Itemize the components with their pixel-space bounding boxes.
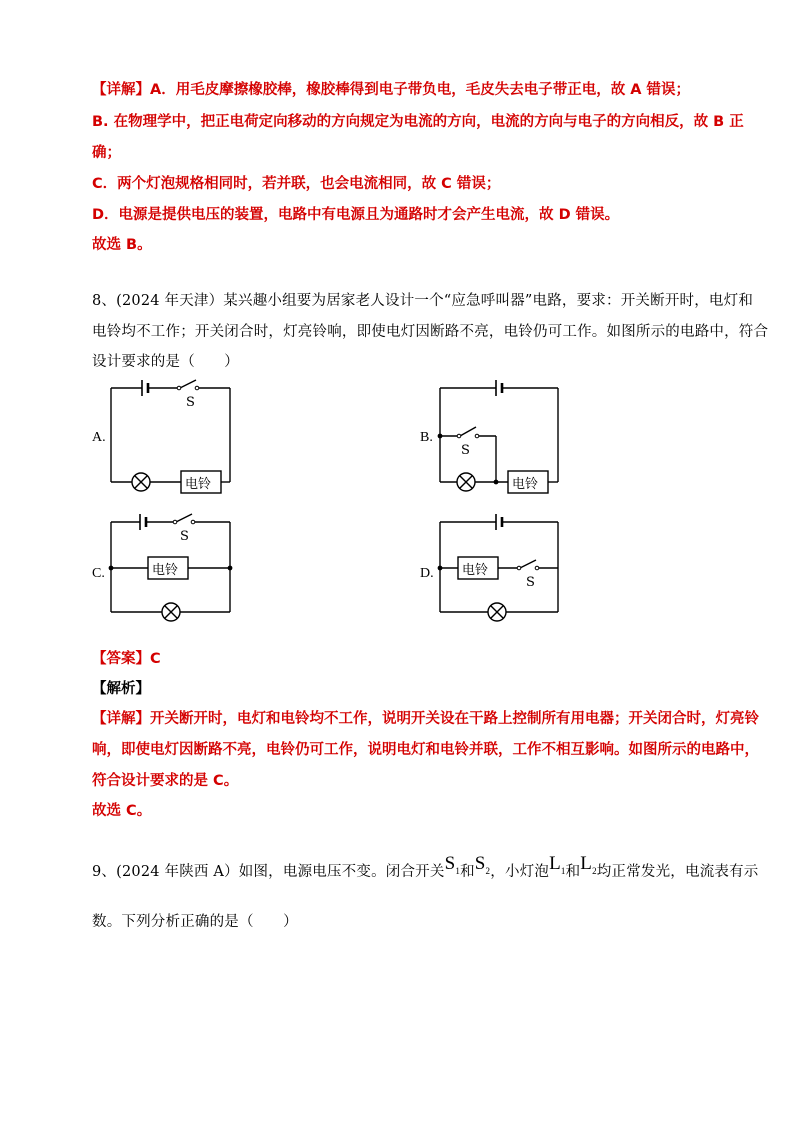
lamp-l1-symbol <box>549 853 566 874</box>
q8-line1: 8、(2024 年天津）某兴趣小组要为居家老人设计一个“应急呼叫器”电路，要求：开关断开时，电灯和 <box>92 293 754 309</box>
s1-letter: S <box>444 853 456 874</box>
option-d-label: D. <box>420 566 434 581</box>
q9-text-post: 均正常发光，电流表有示 <box>596 864 759 880</box>
lamp-l2-symbol <box>580 853 597 874</box>
bell-label: 电铃 <box>462 563 489 578</box>
answer7-text-a: A．用毛皮摩擦橡胶棒，橡胶棒得到电子带负电，毛皮失去电子带正电，故 A 错误； <box>150 82 691 98</box>
switch-label: S <box>461 443 470 458</box>
circuit-diagram-d <box>430 508 570 636</box>
q9-text-mid: ，小灯泡 <box>490 864 550 880</box>
bell-label: 电铃 <box>512 477 539 492</box>
switch-label: S <box>526 575 535 590</box>
answer8-conclusion: 故选 C。 <box>92 803 152 819</box>
answer8-detail-line1 <box>92 707 759 728</box>
q9-text-and: 和 <box>460 864 475 880</box>
option-a-label: A. <box>92 430 106 445</box>
answer8-detail-line3: 符合设计要求的是 C。 <box>92 773 239 789</box>
option-c-label: C. <box>92 566 105 581</box>
s1-subscript: 1 <box>455 865 461 876</box>
answer8-detail-line2: 响，即使电灯因断路不亮，电铃仍可工作，说明电灯和电铃并联，工作不相互影响。如图所示的电路中， <box>92 742 759 758</box>
circuit-diagram-c <box>100 508 240 636</box>
answer7-line2: B. 在物理学中，把正电荷定向移动的方向规定为电流的方向，电流的方向与电子的方向相反，故 B 正 <box>92 114 744 130</box>
option-b-label: B. <box>420 430 433 445</box>
answer8-answer: 【答案】C <box>92 651 161 667</box>
l1-letter: L <box>549 853 561 874</box>
answer8-text: 开关断开时，电灯和电铃均不工作，说明开关设在干路上控制所有用电器；开关闭合时，灯亮铃 <box>150 711 759 727</box>
l2-letter: L <box>580 853 593 874</box>
circuit-diagram-a <box>100 370 240 500</box>
answer7-conclusion: 故选 B。 <box>92 237 152 253</box>
answer7-line5: D．电源是提供电压的装置，电路中有电源且为通路时才会产生电流，故 D 错误。 <box>92 207 620 223</box>
q9-line1 <box>92 853 759 883</box>
s2-subscript: 2 <box>485 865 491 876</box>
q9-line2: 数。下列分析正确的是（ ） <box>92 914 298 930</box>
switch-s1-symbol <box>445 853 460 874</box>
q8-line3: 设计要求的是（ ） <box>92 354 239 370</box>
switch-label: S <box>186 395 195 410</box>
switch-label: S <box>180 529 189 544</box>
answer7-line3: 确； <box>92 145 121 161</box>
circuit-diagram-b <box>430 372 570 500</box>
answer7-line4: C．两个灯泡规格相同时，若并联，也会电流相同，故 C 错误； <box>92 176 501 192</box>
q9-text-pre: 9、(2024 年陕西 A）如图，电源电压不变。闭合开关 <box>92 864 445 880</box>
s2-letter: S <box>474 853 486 874</box>
detail-tag: 【详解】 <box>92 82 150 98</box>
q9-text-and: 和 <box>565 864 581 880</box>
switch-s2-symbol <box>475 853 490 874</box>
l1-subscript: 1 <box>560 865 566 876</box>
l2-subscript: 2 <box>592 865 597 876</box>
detail-tag: 【详解】 <box>92 711 150 727</box>
bell-label: 电铃 <box>152 563 179 578</box>
answer7-line1 <box>92 78 690 99</box>
q8-line2: 电铃均不工作；开关闭合时，灯亮铃响，即使电灯因断路不亮，电铃仍可工作。如图所示的电路中，符合 <box>92 324 769 340</box>
answer8-analysis-heading: 【解析】 <box>92 681 150 697</box>
bell-label: 电铃 <box>185 477 212 492</box>
